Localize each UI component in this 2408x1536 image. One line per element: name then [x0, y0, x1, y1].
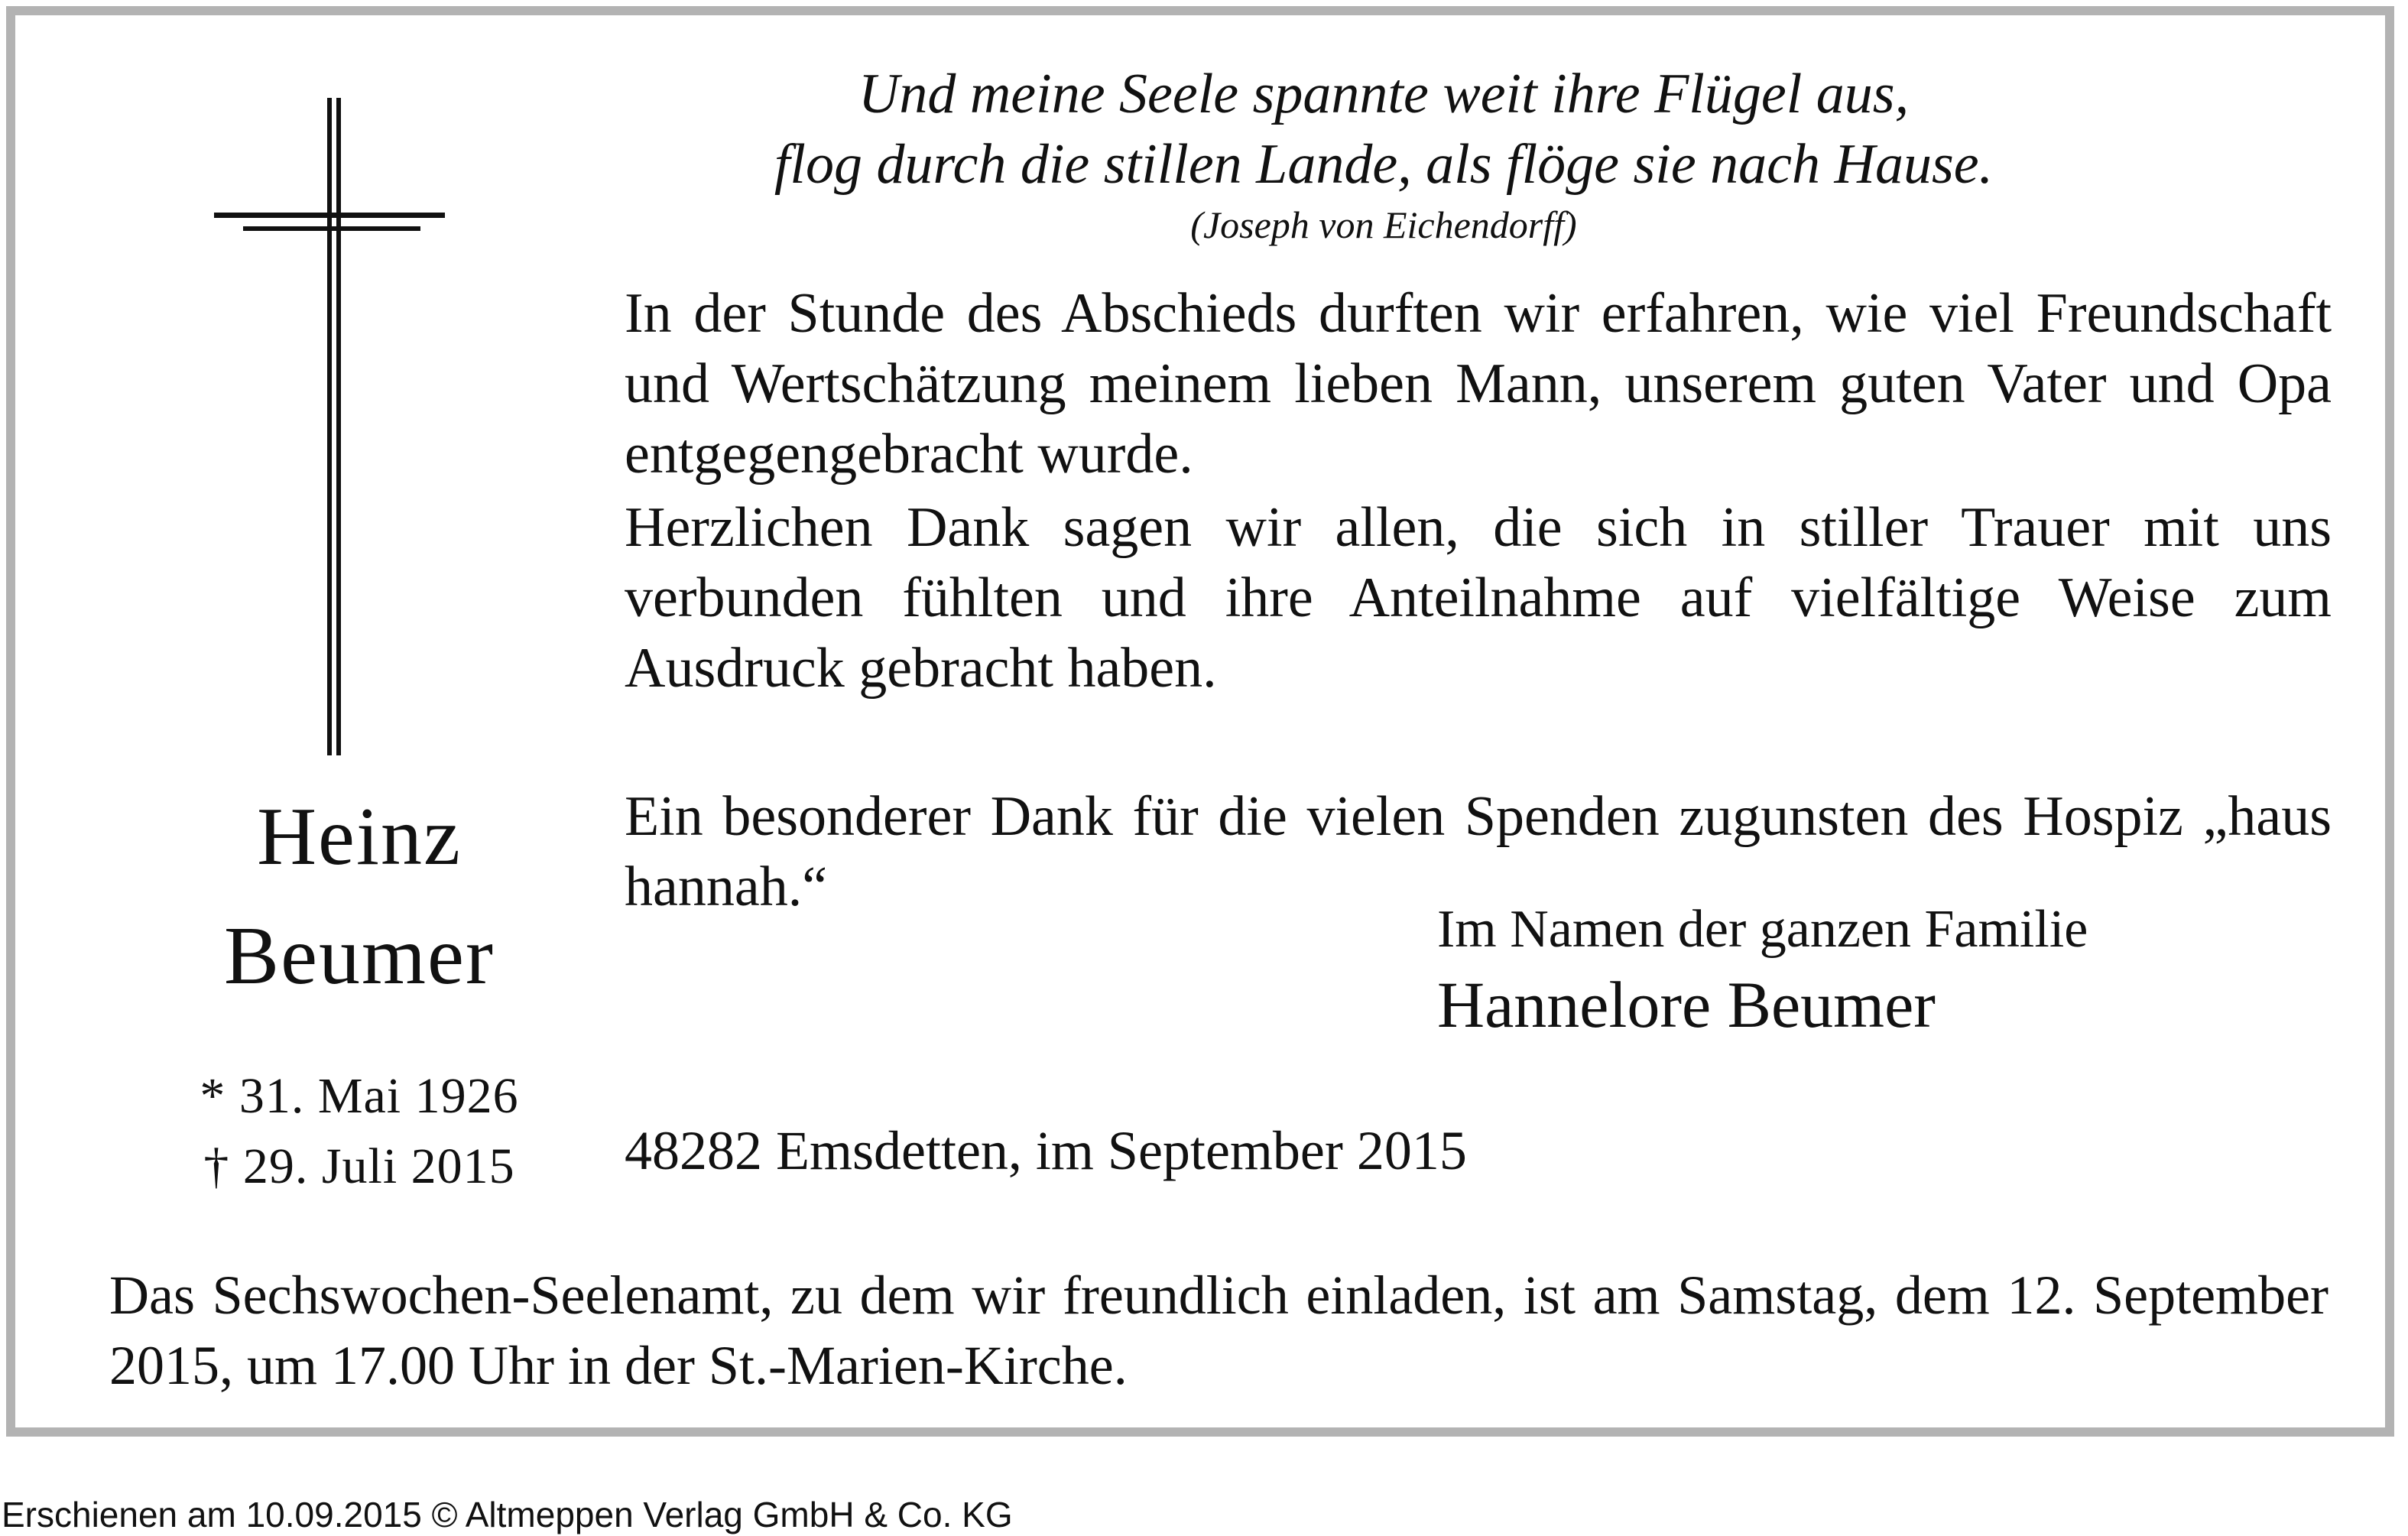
signature-name: Hannelore Beumer — [1437, 968, 1936, 1041]
death-date: † 29. Juli 2015 — [203, 1138, 515, 1194]
cross-icon — [214, 92, 451, 765]
quote-author: (Joseph von Eichendorff) — [1190, 203, 1577, 246]
deceased-last-name: Beumer — [224, 911, 495, 1002]
birth-date: * 31. Mai 1926 — [200, 1068, 519, 1124]
service-notice: Das Sechswochen-Seelenamt, zu dem wir freundlich einladen, ist am Samstag, dem 12. September 2015, um 17.00 Uhr in der St.-Marien-Kirche. — [109, 1265, 2328, 1396]
thanks-paragraph-1: In der Stunde des Abschieds durften wir erfahren, wie viel Freundschaft und Wertschätzung meinem lieben Mann, unserem guten Vater und Opa entgegengebracht wurde. — [625, 282, 2332, 485]
deceased-first-name: Heinz — [257, 791, 462, 882]
quote-line-1: Und meine Seele spannte weit ihre Flügel aus, — [858, 63, 1910, 125]
signature-line: Im Namen der ganzen Familie — [1437, 900, 2088, 959]
location-date: 48282 Emsdetten, im September 2015 — [625, 1120, 1467, 1181]
publication-footer: Erschienen am 10.09.2015 © Altmeppen Verlag GmbH & Co. KG — [2, 1495, 1013, 1534]
donation-paragraph: Ein besonderer Dank für die vielen Spenden zugunsten des Hospiz „haus hannah.“ — [625, 785, 2332, 918]
thanks-paragraph-2: Herzlichen Dank sagen wir allen, die sich in stiller Trauer mit uns verbunden fühlten und ihre Anteilnahme auf vielfältige Weise zum Ausdruck gebracht haben. — [625, 496, 2332, 700]
quote-line-2: flog durch die stillen Lande, als flöge sie nach Hause. — [774, 133, 1994, 196]
